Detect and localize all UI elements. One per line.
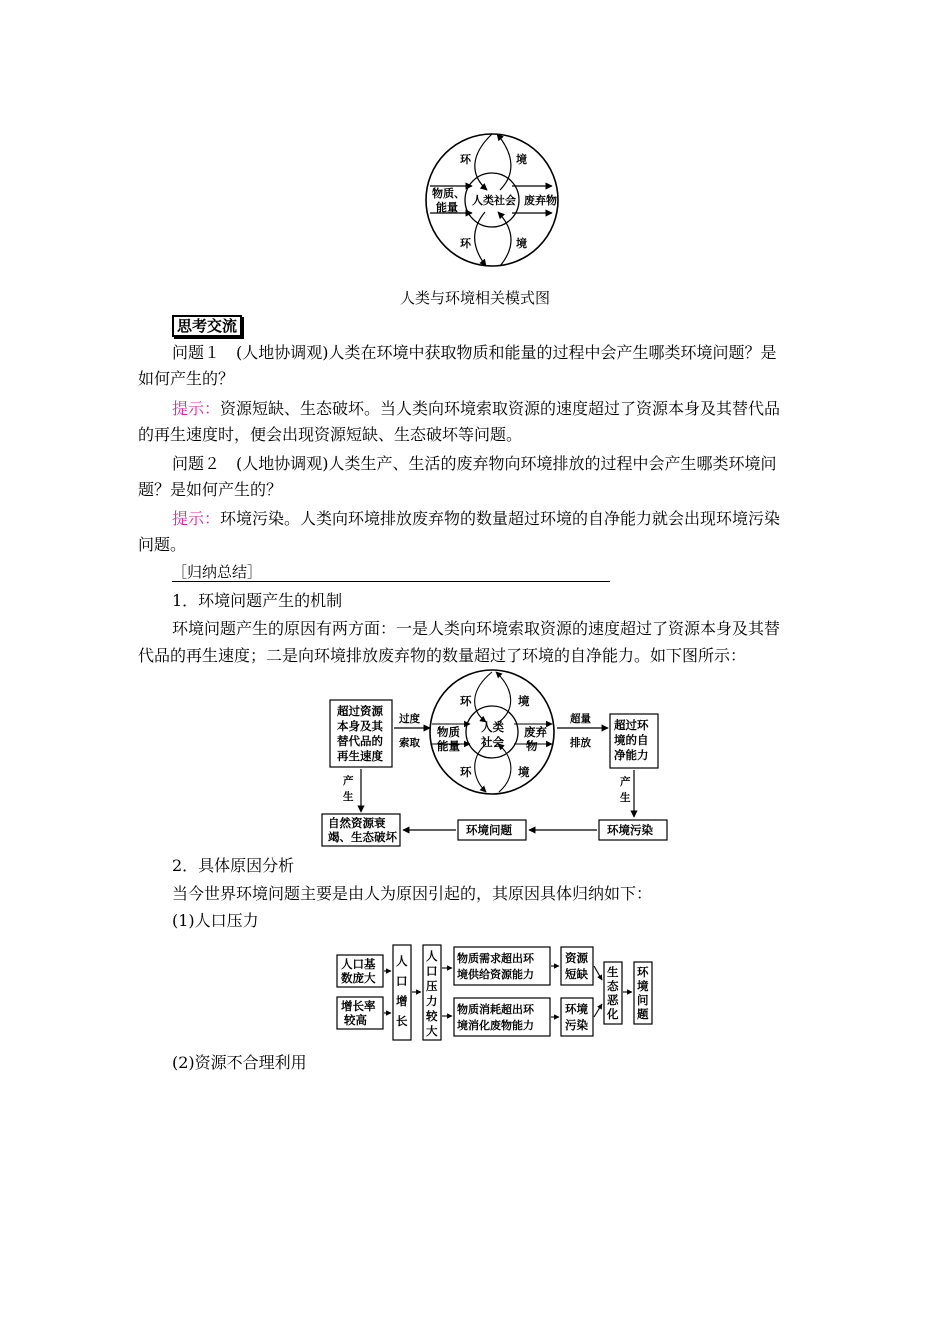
summary-heading: ［归纳总结］ — [172, 563, 263, 581]
arrow-right-label-1: 超量 — [570, 713, 591, 725]
b8-1: 环境 — [565, 1002, 588, 1016]
mechanism-diagram — [0, 670, 950, 870]
produce-right-2: 生 — [620, 792, 631, 804]
output-1: 废弃 — [524, 725, 547, 739]
b10-4: 题 — [637, 1007, 649, 1021]
env-bl: 环 — [460, 765, 472, 779]
section-2-title: 2．具体原因分析 — [172, 856, 295, 875]
output-2: 物 — [526, 739, 538, 753]
b3-1: 人 — [396, 954, 408, 968]
input-label-1: 物质、 — [432, 187, 465, 200]
b4-2: 口 — [426, 964, 438, 978]
section-1-title: 1．环境问题产生的机制 — [172, 591, 343, 610]
box-bottom-left-1: 自然资源衰 — [328, 816, 386, 830]
hint-label: 提示： — [172, 399, 221, 418]
answer-2-line-1 — [172, 508, 780, 530]
b6-2: 境消化废物能力 — [457, 1019, 534, 1032]
b2-2: 较高 — [344, 1013, 367, 1027]
output-label: 废弃物 — [524, 194, 557, 207]
box-bottom-left-2: 竭、生态破坏 — [328, 830, 397, 844]
answer-2-text: 环境污染。人类向环境排放废弃物的数量超过环境的自净能力就会出现环境污染 — [220, 509, 781, 528]
box-bottom-mid: 环境问题 — [466, 823, 512, 837]
question-1-line-1: 问题１ (人地协调观)人类在环境中获取物质和能量的过程中会产生哪类环境问题？是 — [172, 343, 777, 362]
b4-5: 较 — [426, 1009, 438, 1023]
think-tag: 思考交流 — [172, 315, 242, 337]
b4-6: 大 — [426, 1024, 438, 1038]
env-label-tl: 环 — [460, 153, 471, 166]
figure-caption: 人类与环境相关模式图 — [399, 289, 550, 307]
b6-1: 物质消耗超出环 — [457, 1003, 534, 1016]
b2-1: 增长率 — [341, 999, 376, 1013]
population-pressure-diagram — [0, 940, 950, 1050]
b10-1: 环 — [637, 965, 649, 979]
b4-4: 力 — [426, 994, 438, 1008]
env-tr: 境 — [518, 694, 530, 708]
env-br: 境 — [518, 765, 530, 779]
b8-2: 污染 — [565, 1018, 588, 1032]
input-2: 能量 — [437, 739, 460, 753]
input-label-2: 能量 — [436, 201, 458, 214]
b3-2: 口 — [396, 974, 408, 988]
produce-right-1: 产 — [620, 776, 631, 788]
arrow-right-label-2: 排放 — [570, 737, 591, 749]
b1-2: 数庞大 — [341, 971, 376, 985]
question-1-line-2: 如何产生的？ — [138, 369, 235, 388]
box-left-4: 再生速度 — [337, 749, 383, 763]
answer-1-text: 资源短缺、生态破坏。当人类向环境索取资源的速度超过了资源本身及其替代品 — [220, 399, 781, 418]
summary-underline — [172, 581, 610, 582]
arrow-left-label-2: 索取 — [399, 737, 420, 749]
section-2-intro: 当今世界环境问题主要是由人为原因引起的，其原因具体归纳如下： — [172, 884, 653, 903]
question-2-line-1: 问题２ (人地协调观)人类生产、生活的废弃物向环境排放的过程中会产生哪类环境问 — [172, 454, 777, 473]
section-1-para-line-1: 环境问题产生的原因有两方面：一是人类向环境索取资源的速度超过了资源本身及其替 — [172, 619, 781, 638]
b10-2: 境 — [637, 979, 649, 993]
human-environment-diagram — [0, 0, 950, 290]
box-left-2: 本身及其 — [337, 719, 383, 733]
env-label-br: 境 — [516, 237, 527, 250]
box-bottom-right: 环境污染 — [607, 823, 653, 837]
b5-2: 境供给资源能力 — [457, 968, 534, 981]
b9-1: 生 — [607, 965, 619, 979]
box-right-3: 净能力 — [614, 748, 649, 762]
input-1: 物质 — [437, 725, 460, 739]
box-right-2: 境的自 — [614, 733, 649, 747]
arrow-left-label-1: 过度 — [399, 713, 420, 725]
hint-label-2: 提示： — [172, 509, 221, 528]
center-label: 人类社会 — [472, 194, 516, 207]
produce-left-1: 产 — [343, 775, 354, 787]
b9-3: 恶 — [607, 993, 619, 1007]
b5-1: 物质需求超出环 — [457, 952, 534, 965]
env-tl: 环 — [460, 694, 472, 708]
b3-3: 增 — [396, 994, 408, 1008]
center-2: 社会 — [481, 735, 504, 749]
answer-1-line-1 — [172, 398, 780, 420]
answer-1-line-2: 的再生速度时，便会出现资源短缺、生态破坏等问题。 — [138, 425, 523, 444]
b9-2: 态 — [607, 979, 619, 993]
section-1-para-line-2: 代品的再生速度；二是向环境排放废弃物的数量超过了环境的自净能力。如下图所示： — [138, 646, 747, 665]
b7-2: 短缺 — [565, 967, 588, 981]
env-label-bl: 环 — [460, 237, 471, 250]
section-2-sub-1: (1)人口压力 — [172, 911, 259, 930]
answer-2-line-2: 问题。 — [138, 535, 187, 554]
box-left-3: 替代品的 — [337, 734, 383, 748]
b4-1: 人 — [426, 949, 438, 963]
b10-3: 问 — [637, 993, 649, 1007]
center-1: 人类 — [481, 720, 504, 734]
b7-1: 资源 — [565, 951, 588, 965]
b1-1: 人口基 — [341, 957, 376, 971]
section-2-sub-2: (2)资源不合理利用 — [172, 1053, 307, 1072]
question-2-line-2: 题？是如何产生的？ — [138, 480, 283, 499]
b3-4: 长 — [396, 1014, 408, 1028]
b4-3: 压 — [426, 979, 438, 993]
box-right-1: 超过环 — [614, 718, 649, 732]
box-left-1: 超过资源 — [337, 704, 383, 718]
b9-4: 化 — [607, 1007, 619, 1021]
produce-left-2: 生 — [343, 791, 354, 803]
env-label-tr: 境 — [516, 153, 527, 166]
